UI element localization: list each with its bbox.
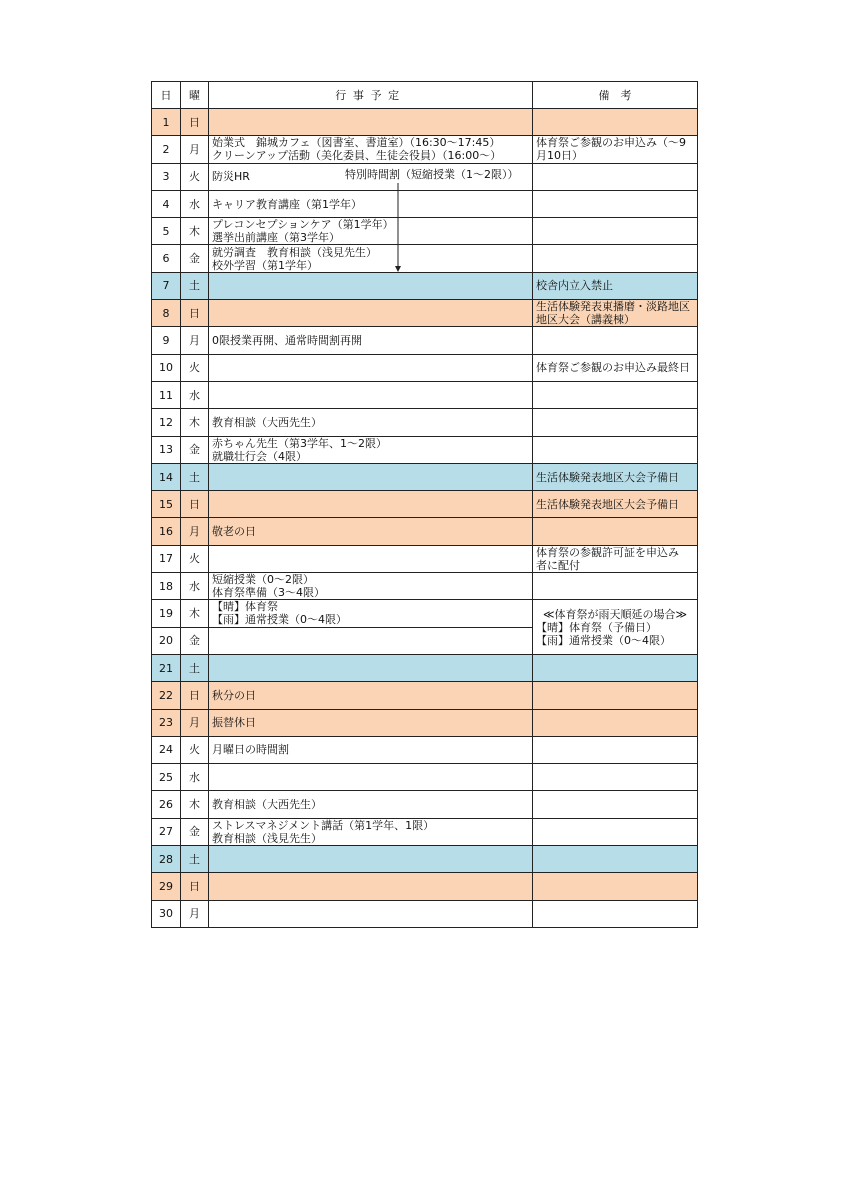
table-row [152,491,698,518]
event-line: 選挙出前講座（第3学年） [212,231,340,245]
event-line: 【雨】通常授業（0～4限） [212,613,347,627]
notes-cell [533,327,698,354]
table-row [152,190,698,217]
table-row [152,600,698,627]
weekday-cell: 月 [181,518,209,545]
events-cell [209,136,533,163]
header-events: 行事予定 [209,82,533,109]
event-line: 体育祭準備（3～4限） [212,586,325,600]
table-row [152,409,698,436]
events-cell [209,109,533,136]
event-line: キャリア教育講座（第1学年） [212,197,362,211]
event-line: 振替休日 [212,716,256,730]
event-line: クリーンアップ活動（美化委員、生徒会役員）（16:00～） [212,149,502,163]
weekday-cell: 月 [181,327,209,354]
events-cell [209,409,533,436]
events-cell [209,846,533,873]
events-cell [209,190,533,217]
weekday-cell: 火 [181,354,209,381]
weekday-cell: 水 [181,190,209,217]
event-line: 就職壮行会（4限） [212,449,307,463]
table-row [152,846,698,873]
table-row [152,791,698,818]
events-cell [209,545,533,572]
weekday-cell: 月 [181,136,209,163]
table-row [152,518,698,545]
note-line: 生活体験発表東播磨・淡路地区 [536,300,690,314]
header-notes: 備 考 [533,82,698,109]
day-cell: 6 [152,245,181,272]
weekday-cell: 火 [181,163,209,190]
weekday-cell: 水 [181,381,209,408]
note-line: 体育祭ご参観のお申込み（～9 [536,136,686,150]
events-cell [209,436,533,463]
event-line: 校外学習（第1学年） [212,258,318,272]
event-line: 秋分の日 [212,688,256,702]
table-row [152,900,698,927]
notes-cell [533,491,698,518]
day-cell: 29 [152,873,181,900]
notes-cell [533,736,698,763]
weekday-cell: 木 [181,600,209,627]
day-cell: 3 [152,163,181,190]
day-cell: 22 [152,682,181,709]
event-line: 敬老の日 [212,525,256,539]
day-cell: 24 [152,736,181,763]
notes-cell [533,409,698,436]
notes-cell [533,136,698,163]
day-cell: 16 [152,518,181,545]
weekday-cell: 日 [181,300,209,327]
weekday-cell: 火 [181,736,209,763]
event-line: 始業式 錦城カフェ（図書室、書道室）（16:30～17:45） [212,136,501,150]
weekday-cell: 木 [181,218,209,245]
day-cell: 7 [152,272,181,299]
events-cell [209,600,533,627]
day-cell: 8 [152,300,181,327]
events-cell [209,300,533,327]
day-cell: 9 [152,327,181,354]
events-cell [209,818,533,845]
day-cell: 15 [152,491,181,518]
note-line: 地区大会（講義棟） [536,313,635,327]
events-cell [209,654,533,681]
events-cell [209,272,533,299]
notes-cell [533,709,698,736]
schedule-body [152,109,698,928]
event-line: プレコンセプションケア（第1学年） [212,218,394,232]
table-row [152,545,698,572]
day-cell: 19 [152,600,181,627]
notes-cell-merged [533,600,698,655]
header-row [152,82,698,109]
weekday-cell: 日 [181,682,209,709]
day-cell: 5 [152,218,181,245]
notes-cell [533,190,698,217]
events-cell [209,354,533,381]
table-row [152,818,698,845]
note-line: 体育祭ご参観のお申込み最終日 [536,361,690,375]
schedule-table [151,81,698,928]
notes-cell [533,436,698,463]
table-row [152,354,698,381]
special-schedule-note: 特別時間割（短縮授業（1～2限）） [345,168,519,181]
weekday-cell: 火 [181,545,209,572]
table-row [152,436,698,463]
header-day: 日 [152,82,181,109]
day-cell: 23 [152,709,181,736]
events-cell [209,682,533,709]
day-cell: 20 [152,627,181,654]
weekday-cell: 日 [181,873,209,900]
table-row [152,109,698,136]
notes-cell [533,109,698,136]
notes-cell [533,791,698,818]
events-cell [209,381,533,408]
weekday-cell: 土 [181,846,209,873]
weekday-cell: 土 [181,654,209,681]
day-cell: 27 [152,818,181,845]
events-cell [209,900,533,927]
table-row [152,736,698,763]
weekday-cell: 水 [181,573,209,600]
day-cell: 18 [152,573,181,600]
day-cell: 17 [152,545,181,572]
notes-cell [533,682,698,709]
weekday-cell: 土 [181,272,209,299]
table-row [152,654,698,681]
table-row [152,381,698,408]
event-line: 赤ちゃん先生（第3学年、1～2限） [212,436,387,450]
notes-cell [533,463,698,490]
day-cell: 21 [152,654,181,681]
note-line: 者に配付 [536,558,580,572]
day-cell: 30 [152,900,181,927]
day-cell: 2 [152,136,181,163]
table-row [152,463,698,490]
table-row [152,709,698,736]
day-cell: 1 [152,109,181,136]
notes-cell [533,573,698,600]
note-line: 生活体験発表地区大会予備日 [536,470,679,484]
event-line: 教育相談（浅見先生） [212,831,322,845]
table-row [152,136,698,163]
weekday-cell: 土 [181,463,209,490]
events-cell [209,245,533,272]
events-cell [209,463,533,490]
note-line: ≪体育祭が雨天順延の場合≫ [542,607,688,621]
weekday-cell: 金 [181,245,209,272]
event-line: 教育相談（大西先生） [212,798,322,812]
notes-cell [533,545,698,572]
notes-cell [533,764,698,791]
event-line: 防災HR [212,170,250,184]
weekday-cell: 金 [181,818,209,845]
weekday-cell: 日 [181,491,209,518]
notes-cell [533,272,698,299]
event-line: 月曜日の時間割 [212,743,289,757]
table-row [152,272,698,299]
table-row [152,682,698,709]
notes-cell [533,654,698,681]
day-cell: 28 [152,846,181,873]
day-cell: 11 [152,381,181,408]
notes-cell [533,354,698,381]
notes-cell [533,300,698,327]
weekday-cell: 木 [181,791,209,818]
weekday-cell: 日 [181,109,209,136]
events-cell [209,573,533,600]
header-weekday: 曜 [181,82,209,109]
notes-cell [533,873,698,900]
table-row [152,300,698,327]
note-line: 【晴】体育祭（予備日） [536,620,657,634]
table-row [152,327,698,354]
note-line: 生活体験発表地区大会予備日 [536,497,679,511]
note-line: 【雨】通常授業（0～4限） [536,633,671,647]
events-cell [209,327,533,354]
event-line: ストレスマネジメント講話（第1学年、1限） [212,818,435,832]
event-line: 【晴】体育祭 [212,600,278,614]
event-line: 就労調査 教育相談（浅見先生） [212,245,377,259]
note-line: 月10日） [536,149,583,163]
note-line: 体育祭の参観許可証を申込み [536,545,679,559]
notes-cell [533,900,698,927]
day-cell: 25 [152,764,181,791]
event-line: 0限授業再開、通常時間割再開 [212,334,362,348]
event-line: 教育相談（大西先生） [212,415,322,429]
day-cell: 4 [152,190,181,217]
weekday-cell: 金 [181,627,209,654]
notes-cell [533,518,698,545]
event-line: 短縮授業（0～2限） [212,573,314,587]
weekday-cell: 木 [181,409,209,436]
table-row [152,218,698,245]
notes-cell [533,218,698,245]
events-cell [209,218,533,245]
events-cell [209,518,533,545]
day-cell: 13 [152,436,181,463]
events-cell [209,791,533,818]
day-cell: 26 [152,791,181,818]
table-row [152,873,698,900]
day-cell: 14 [152,463,181,490]
events-cell [209,627,533,654]
day-cell: 12 [152,409,181,436]
notes-cell [533,846,698,873]
events-cell [209,491,533,518]
weekday-cell: 金 [181,436,209,463]
events-cell [209,764,533,791]
table-row [152,573,698,600]
notes-cell [533,818,698,845]
events-cell [209,736,533,763]
weekday-cell: 月 [181,900,209,927]
table-row [152,764,698,791]
notes-cell [533,245,698,272]
notes-cell [533,381,698,408]
day-cell: 10 [152,354,181,381]
weekday-cell: 月 [181,709,209,736]
weekday-cell: 水 [181,764,209,791]
events-cell [209,709,533,736]
note-line: 校舎内立入禁止 [536,279,613,293]
events-cell [209,873,533,900]
table-row [152,245,698,272]
notes-cell [533,163,698,190]
